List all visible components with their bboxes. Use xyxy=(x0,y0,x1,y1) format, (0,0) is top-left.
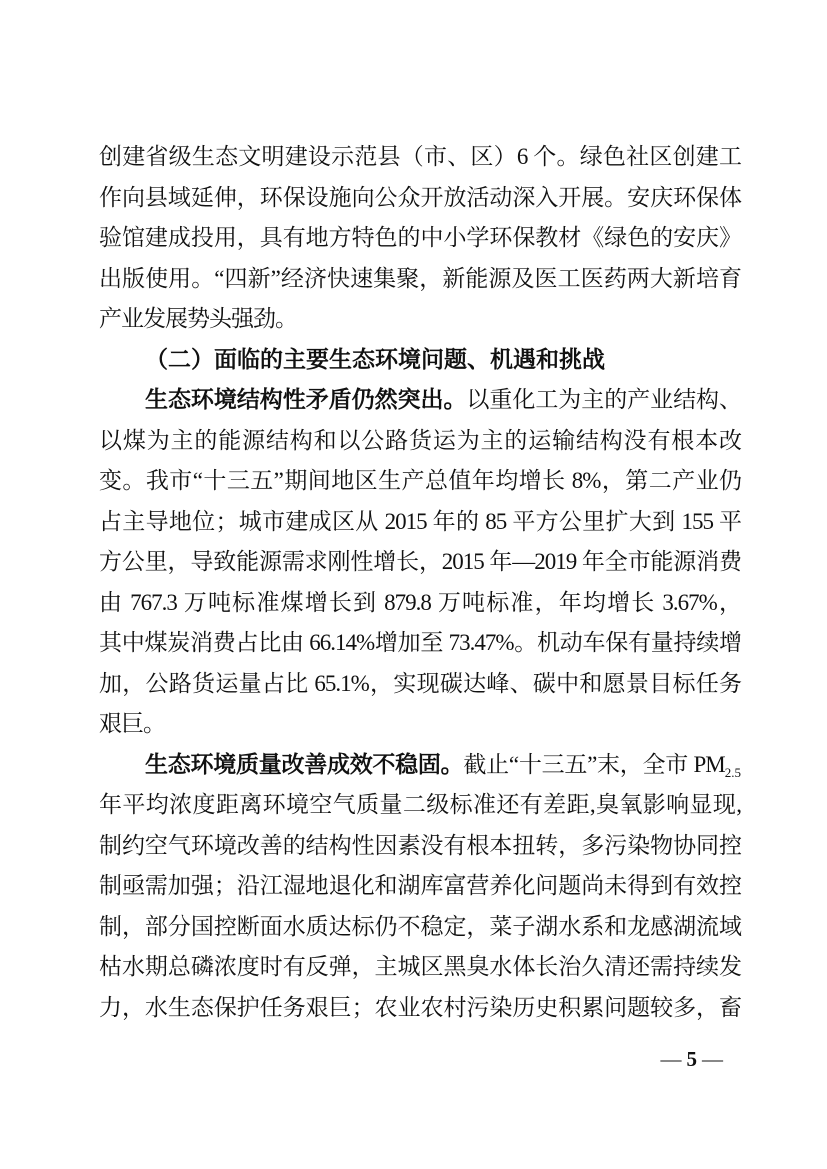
para2-line3: 变。我市“十三五”期间地区生产总值年均增长 8%，第二产业仍 xyxy=(99,468,741,493)
para1-line2: 作向县域延伸，环保设施向公众开放活动深入开展。安庆环保体 xyxy=(99,184,741,210)
para2-line4: 占主导地位；城市建成区从 2015 年的 85 平方公里扩大到 155 平 xyxy=(99,508,741,534)
para3-line3: 制约空气环境改善的结构性因素没有根本扭转，多污染物协同控 xyxy=(99,832,741,858)
para3-line7: 力，水生态保护任务艰巨；农业农村污染历史积累问题较多，畜 xyxy=(99,994,741,1020)
page-number-dash-left: — xyxy=(660,1047,682,1071)
para3-line1 xyxy=(99,745,741,786)
para2-line5: 方公里，导致能源需求刚性增长，2015 年—2019 年全市能源消费 xyxy=(99,549,741,574)
para2-line7: 其中煤炭消费占比由 66.14%增加至 73.47%。机动车保有量持续增 xyxy=(99,630,741,655)
para1-line3: 验馆建成投用，具有地方特色的中小学环保教材《绿色的安庆》 xyxy=(99,225,741,250)
para2-bold-lead: 生态环境结构性矛盾仍然突出。 xyxy=(145,387,467,412)
pm25-subscript: 2.5 xyxy=(724,764,742,780)
page-number-value: 5 xyxy=(686,1047,697,1071)
document-body xyxy=(99,137,741,1028)
page-number xyxy=(661,1047,724,1072)
para2-line1-text: 以重化工为主的产业结构、 xyxy=(466,387,742,412)
para3-bold-lead: 生态环境质量改善成效不稳固。 xyxy=(145,751,464,777)
para3-line1-text: 截止“十三五”末，全市 PM xyxy=(463,751,725,777)
para1-line1: 创建省级生态文明建设示范县（市、区）6 个。绿色社区创建工 xyxy=(99,144,741,169)
para3-line4: 制亟需加强；沿江湿地退化和湖库富营养化问题尚未得到有效控 xyxy=(99,873,741,898)
para1-last-line: 产业发展势头强劲。 xyxy=(99,306,297,331)
para3-line6: 枯水期总磷浓度时有反弹，主城区黑臭水体长治久清还需持续发 xyxy=(99,954,741,979)
para1-line4: 出版使用。“四新”经济快速集聚，新能源及医工医药两大新培育 xyxy=(99,265,741,291)
para2-line6: 由 767.3 万吨标准煤增长到 879.8 万吨标准，年均增长 3.67%， xyxy=(99,589,741,615)
para2-last-line: 艰巨。 xyxy=(99,711,165,736)
para2-line1 xyxy=(99,380,741,421)
page-number-dash-right: — xyxy=(702,1047,723,1071)
para3-line5: 制，部分国控断面水质达标仍不稳定，菜子湖水系和龙感湖流域 xyxy=(99,913,741,939)
section-heading: （二）面临的主要生态环境问题、机遇和挑战 xyxy=(145,346,605,372)
para2-line8: 加，公路货运量占比 65.1%，实现碳达峰、碳中和愿景目标任务 xyxy=(99,670,741,696)
para2-line2: 以煤为主的能源结构和以公路货运为主的运输结构没有根本改 xyxy=(99,427,741,453)
para3-line2: 年平均浓度距离环境空气质量二级标准还有差距,臭氧影响显现, xyxy=(99,792,741,817)
